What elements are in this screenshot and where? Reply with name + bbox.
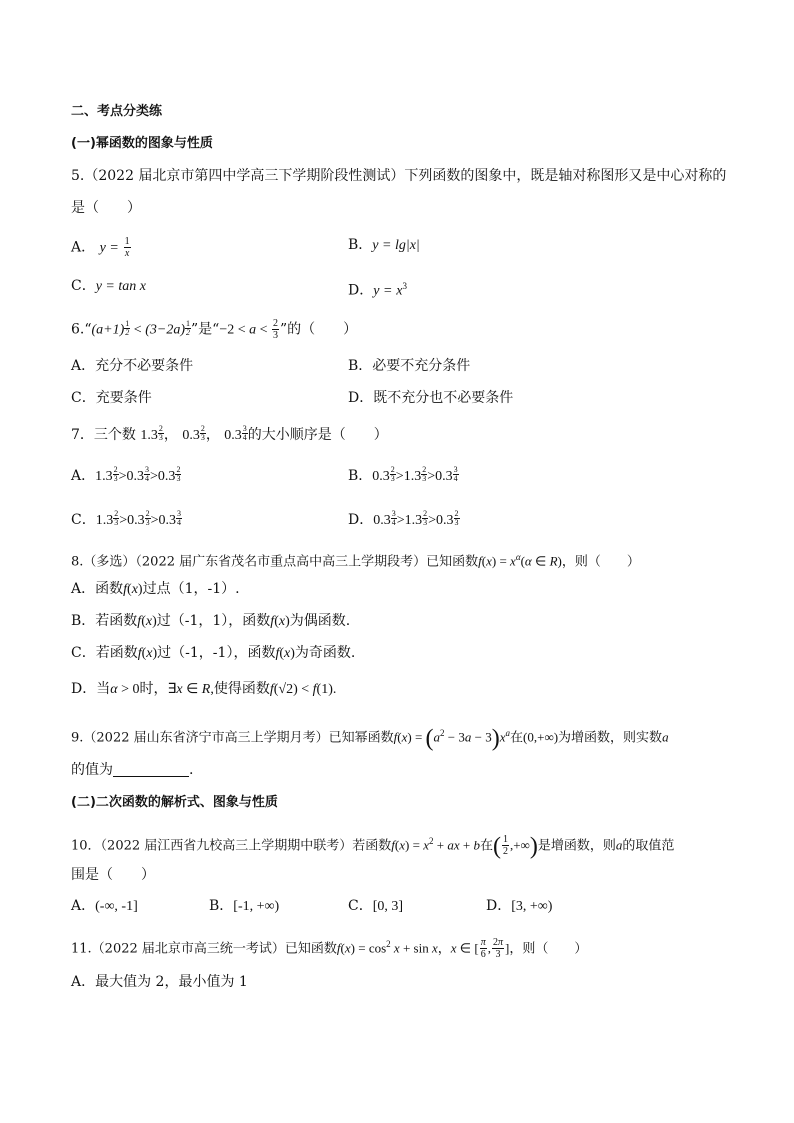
q7-option-b: B．0.3 $\frac{2}{3}$ >1.3 $\frac{2}{3}$ >0.3 $\frac{3}{4}$	[348, 465, 458, 484]
q6-option-d: D．既不充分也不必要条件	[348, 390, 514, 406]
q6-option-a: A．充分不必要条件	[71, 358, 194, 374]
subsection-title-1: (一)幂函数的图象与性质	[71, 136, 213, 151]
q8-option-b: B．若函数f(x)过（-1，1），函数f(x)为偶函数.	[71, 613, 351, 629]
q9-stem: 9.（2022 届山东省济宁市高三上学期月考）已知幂函数$f(x) = (a^2 - 3a - 3)x^a$在(0,+∞)为增函数，则实数a	[71, 725, 669, 752]
section-title: 二、考点分类练	[71, 104, 163, 119]
q5-stem-line1: 5.（2022 届北京市第四中学高三下学期阶段性测试）下列函数的图象中，既是轴对称图形又是中心对称的	[71, 168, 727, 184]
q11-stem: 11.（2022 届北京市高三统一考试）已知函数$f(x) = \cos^2 x + \sin x$，x ∈ [ $\frac{\pi}{6}$ , $\frac{2\pi}{3}$ ]，则（ ）	[71, 937, 588, 961]
q6-option-c: C．充要条件	[71, 390, 152, 406]
q5-option-a: A． y = $\frac{1}{x}$	[71, 236, 130, 259]
q11-option-a: A．最大值为 2，最小值为 1	[71, 974, 248, 990]
q10-stem-line2: 围是（ ）	[71, 867, 155, 883]
q8-option-d: D．当α > 0时，∃x ∈ R,使得函数f(√2) < f(1).	[71, 681, 337, 697]
q10-stem: 10．（2022 届江西省九校高三上学期期中联考）若函数$f(x) = x^2$ + ax + b在( $\frac{1}{2}$ ,+∞)是增函数，则a的取值范	[71, 833, 675, 860]
q8-option-a: A．函数f(x)过点（1，-1）.	[71, 581, 240, 597]
q5-option-d: D．$y = x^3$	[348, 281, 407, 299]
q8-stem: 8.（多选）（2022 届广东省茂名市重点高中高三上学期段考）已知函数$f(x) = x^\alpha(\alpha$ ∈ R)，则（ ）	[71, 552, 640, 570]
q6-option-b: B．必要不充分条件	[348, 358, 471, 374]
q10-option-d: D．[3, +∞)	[486, 898, 553, 914]
q10-option-b: B．[-1, +∞)	[209, 898, 280, 914]
q7-option-a: A．1.3 $\frac{2}{3}$ >0.3 $\frac{3}{4}$ >0.3 $\frac{2}{3}$	[71, 465, 181, 484]
q5-option-b: B．y = lg|x|	[348, 237, 420, 253]
q7-stem: 7．三个数 1.3 $\frac{2}{3}$ ， 0.3 $\frac{2}{3}$ ， 0.3 $\frac{3}{4}$ 的大小顺序是（ ）	[71, 424, 388, 443]
q9-answer-line: 的值为 .	[71, 762, 194, 778]
q7-option-d: D．0.3 $\frac{3}{4}$ >1.3 $\frac{2}{3}$ >0.3 $\frac{2}{3}$	[348, 509, 459, 528]
q5-option-c: C．y = tan x	[71, 278, 146, 294]
q10-option-c: C．[0, 3]	[348, 898, 404, 914]
q10-option-a: A．(-∞, -1]	[71, 898, 138, 914]
q8-option-c: C．若函数f(x)过（-1，-1），函数f(x)为奇函数.	[71, 645, 356, 661]
subsection-title-2: (二)二次函数的解析式、图象与性质	[71, 795, 278, 810]
q7-option-c: C．1.3 $\frac{2}{3}$ >0.3 $\frac{2}{3}$ >0.3 $\frac{3}{4}$	[71, 509, 182, 528]
answer-blank[interactable]	[113, 762, 189, 777]
q5-stem-line2: 是（ ）	[71, 200, 141, 216]
q6-stem: 6.“(a+1) $\frac{1}{2}$ < (3−2a) $\frac{1}{2}$ ”是“−2 < a < $\frac{2}{3}$ ”的（ ）	[71, 318, 358, 341]
